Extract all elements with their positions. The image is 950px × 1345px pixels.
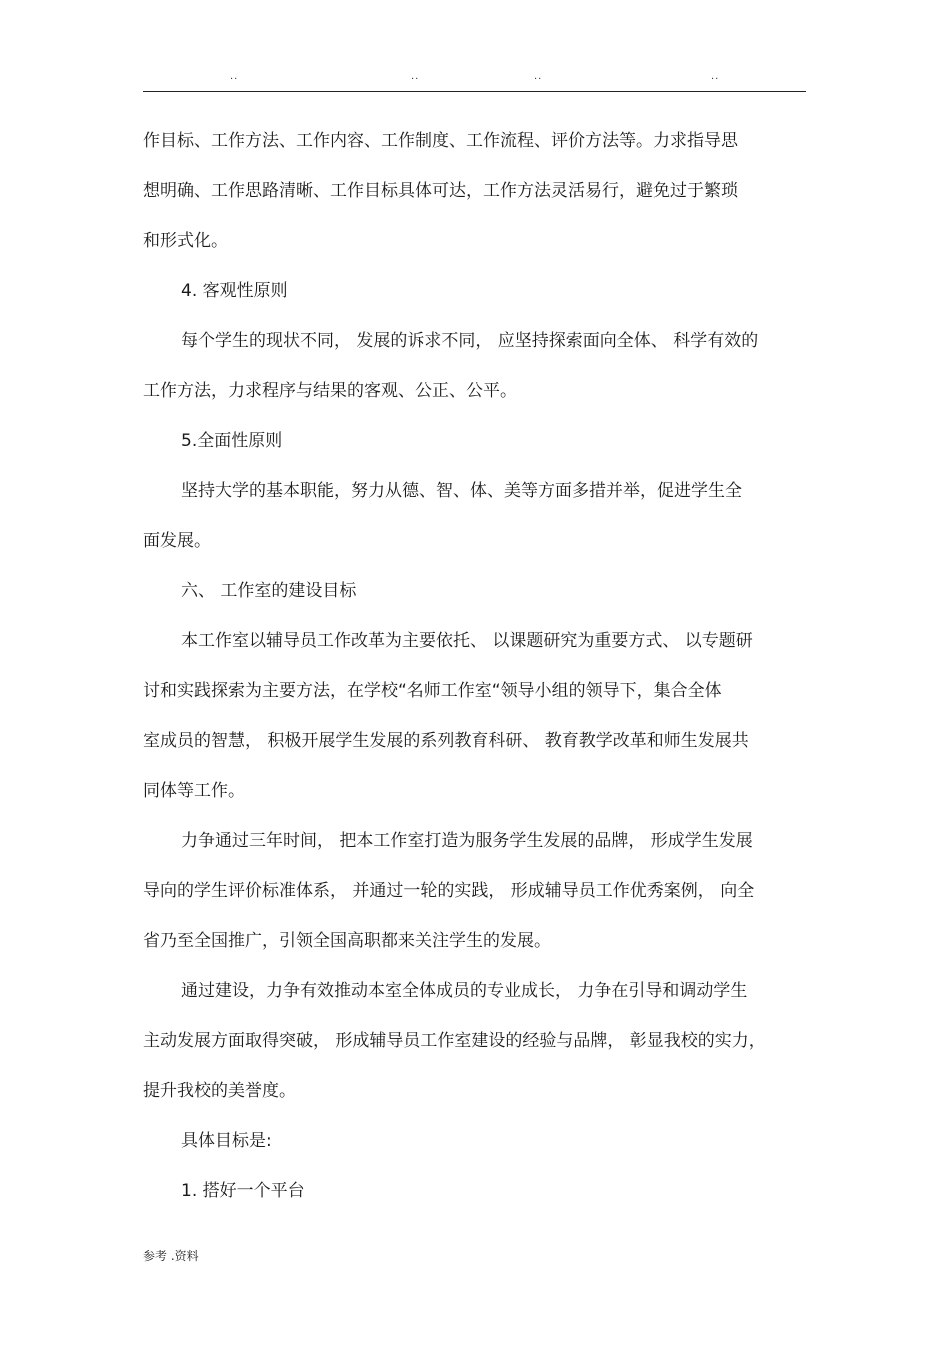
section-heading: 1. 搭好一个平台 — [181, 1181, 305, 1201]
page-header — [143, 70, 806, 92]
header-dots-1: .. — [230, 71, 239, 82]
paragraph-line: 坚持大学的基本职能，努力从德、智、体、美等方面多措并举，促进学生全 — [181, 481, 742, 501]
paragraph-line: 作目标、工作方法、工作内容、工作制度、工作流程、评价方法等。力求指导思 — [143, 131, 738, 151]
paragraph-line: 室成员的智慧， 积极开展学生发展的系列教育科研、 教育教学改革和师生发展共 — [143, 731, 749, 751]
paragraph-line: 通过建设，力争有效推动本室全体成员的专业成长， 力争在引导和调动学生 — [181, 981, 748, 1001]
paragraph-line: 同体等工作。 — [143, 781, 245, 801]
paragraph-line: 主动发展方面取得突破， 形成辅导员工作室建设的经验与品牌， 彰显我校的实力， — [143, 1031, 766, 1051]
header-dots-2: .. — [411, 71, 420, 82]
paragraph-line: 面发展。 — [143, 531, 211, 551]
header-dots-4: .. — [711, 71, 720, 82]
paragraph-line: 想明确、工作思路清晰、工作目标具体可达，工作方法灵活易行，避免过于繁琐 — [143, 181, 738, 201]
paragraph-line: 提升我校的美誉度。 — [143, 1081, 296, 1101]
paragraph-line: 本工作室以辅导员工作改革为主要依托、 以课题研究为重要方式、 以专题研 — [181, 631, 753, 651]
section-heading: 5.全面性原则 — [181, 431, 283, 451]
paragraph-line: 省乃至全国推广，引领全国高职都来关注学生的发展。 — [143, 931, 551, 951]
header-dots-3: .. — [534, 71, 543, 82]
paragraph-line: 力争通过三年时间， 把本工作室打造为服务学生发展的品牌， 形成学生发展 — [181, 831, 753, 851]
paragraph-line: 讨和实践探索为主要方法，在学校“名师工作室“领导小组的领导下，集合全体 — [143, 681, 722, 701]
section-heading: 4. 客观性原则 — [181, 281, 288, 301]
paragraph-line: 每个学生的现状不同， 发展的诉求不同， 应坚持探索面向全体、 科学有效的 — [181, 331, 759, 351]
section-heading: 六、 工作室的建设目标 — [181, 581, 357, 601]
page-footer: 参考 .资料 — [143, 1249, 199, 1263]
paragraph-line: 导向的学生评价标准体系， 并通过一轮的实践， 形成辅导员工作优秀案例， 向全 — [143, 881, 755, 901]
paragraph-line: 和形式化。 — [143, 231, 228, 251]
paragraph-line: 工作方法，力求程序与结果的客观、公正、公平。 — [143, 381, 517, 401]
paragraph-line: 具体目标是: — [181, 1131, 272, 1151]
